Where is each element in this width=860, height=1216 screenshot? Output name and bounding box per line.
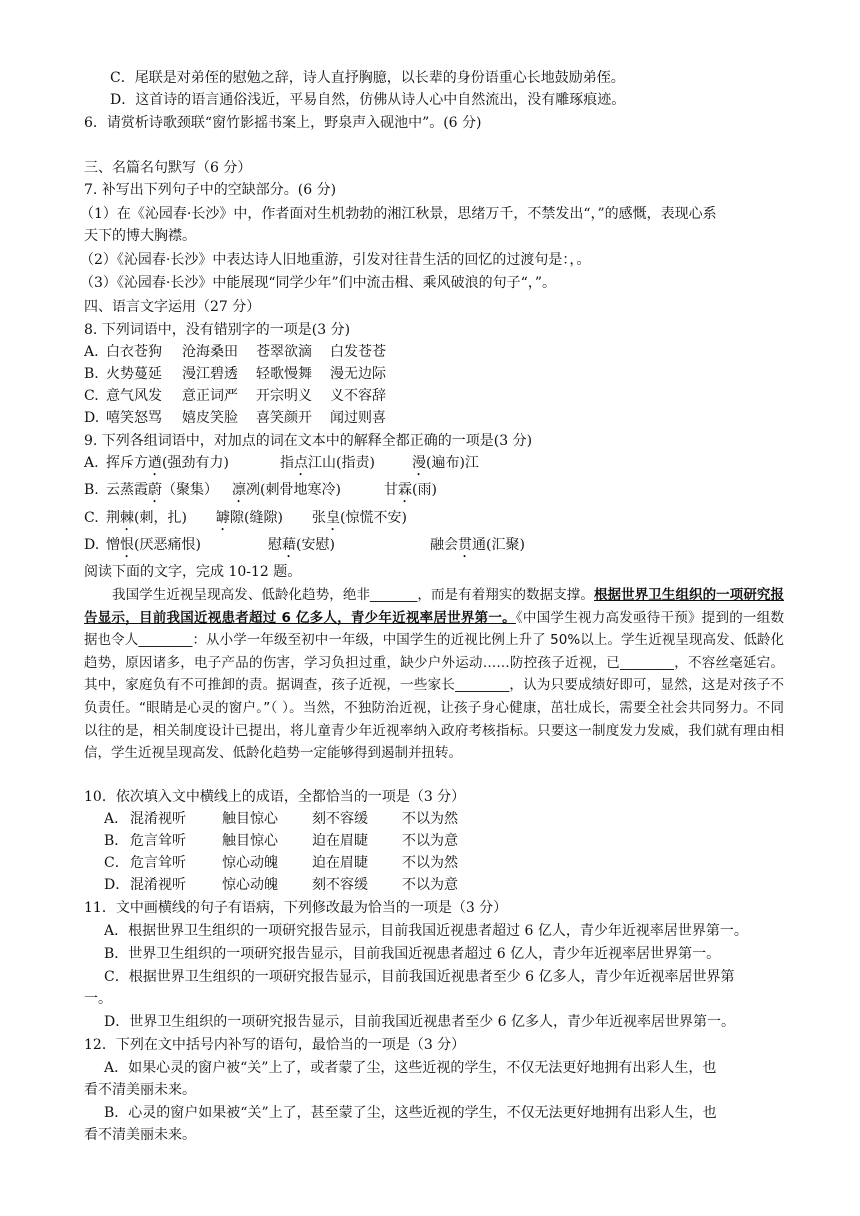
q10-option-a: A． 混淆视听 触目惊心 刻不容缓 不以为然	[104, 811, 458, 827]
q10-option-b: B． 危言耸听 触目惊心 迫在眉睫 不以为意	[104, 833, 458, 849]
q5-option-d: D．这首诗的语言通俗浅近，平易自然，仿佛从诗人心中自然流出，没有雕琢痕迹。	[110, 92, 626, 108]
q8-stem: 8. 下列词语中，没有错别字的一项是(3 分)	[84, 322, 351, 338]
q9-stem: 9. 下列各组词语中，对加点的词在文本中的解释全都正确的一项是(3 分)	[84, 433, 533, 449]
q6-question: 6．请赏析诗歌颈联“窗竹影摇书案上，野泉声入砚池中”。(6 分)	[84, 115, 482, 131]
q12-option-b: B．心灵的窗户如果被“关”上了，甚至蒙了尘，这些近视的学生，不仅无法更好地拥有出彩人生，也	[104, 1105, 717, 1121]
q8-option-d: D. 嘻笑怒骂 嬉皮笑脸 喜笑颜开 闻过则喜	[84, 410, 386, 426]
q5-option-c: C．尾联是对弟侄的慰勉之辞，诗人直抒胸臆，以长辈的身份语重心长地鼓励弟侄。	[110, 70, 625, 86]
q8-option-a: A. 白衣苍狗 沧海桑田 苍翠欲滴 白发苍苍	[84, 344, 386, 360]
q9-option-a: A. 挥斥方遒(强劲有力) 指点江山(指责) 漫(遍布)江	[84, 455, 479, 471]
q11-stem: 11．文中画横线的句子有语病，下列修改最为恰当的一项是（3 分）	[84, 900, 508, 916]
section4-title: 四、语言文字运用（27 分）	[84, 299, 261, 315]
q11-option-b: B．世界卫生组织的一项研究报告显示，目前我国近视患者超过 6 亿人，青少年近视率居世界第一。	[104, 946, 721, 962]
q11-option-c-cont: 一。	[84, 991, 112, 1007]
q12-stem: 12．下列在文中括号内补写的语句，最恰当的一项是（3 分）	[84, 1037, 466, 1053]
q12-option-b-cont: 看不清美丽未来。	[84, 1127, 196, 1143]
q9-option-b: B. 云蒸霞蔚（聚集） 凛冽(刺骨地寒冷) 甘霖(雨)	[84, 482, 437, 498]
q7-item1-cont: 天下的博大胸襟。	[84, 228, 196, 244]
q7-item1: （1）在《沁园春·长沙》中，作者面对生机勃勃的湘江秋景，思绪万千，不禁发出“，”的感慨，表现心系	[80, 206, 717, 222]
q7-item2: （2）《沁园春·长沙》中表达诗人旧地重游，引发对往昔生活的回忆的过渡句是：，。	[80, 252, 591, 268]
q12-option-a-cont: 看不清美丽未来。	[84, 1082, 196, 1098]
q9-option-d: D. 憎恨(厌恶痛恨) 慰藉(安慰) 融会贯通(汇聚)	[84, 537, 525, 553]
q11-option-a: A．根据世界卫生组织的一项研究报告显示，目前我国近视患者超过 6 亿人，青少年近视率居世界第一。	[104, 923, 748, 939]
reading-intro: 阅读下面的文字，完成 10-12 题。	[84, 564, 302, 580]
q8-option-b: B. 火势蔓延 漫江碧透 轻歌慢舞 漫无边际	[84, 366, 386, 382]
q11-option-d: D．世界卫生组织的一项研究报告显示，目前我国近视患者至少 6 亿多人，青少年近视率居世界第一。	[104, 1014, 736, 1030]
q10-stem: 10．依次填入文中横线上的成语，全都恰当的一项是（3 分）	[84, 789, 466, 805]
underlined-sentence: 根据世界卫生组织的一项研究报告显示，目前我国近视患者超过 6 亿多人，青少年近视率居世界第一。	[84, 587, 785, 626]
q10-option-c: C．危言耸听 惊心动魄 迫在眉睫 不以为然	[104, 855, 458, 871]
section3-title: 三、名篇名句默写（6 分）	[84, 160, 252, 176]
q7-stem: 7. 补写出下列句子中的空缺部分。(6 分)	[84, 182, 337, 198]
q10-option-d: D．混淆视听 惊心动魄 刻不容缓 不以为意	[104, 877, 458, 893]
q12-option-a: A．如果心灵的窗户被“关”上了，或者蒙了尘，这些近视的学生，不仅无法更好地拥有出彩人生，也	[104, 1060, 717, 1076]
q8-option-c: C. 意气风发 意正词严 开宗明义 义不容辞	[84, 388, 386, 404]
q9-option-c: C. 荆棘(刺，扎) 罅隙(缝隙) 张皇(惊慌不安)	[84, 510, 407, 526]
q11-option-c: C．根据世界卫生组织的一项研究报告显示，目前我国近视患者至少 6 亿多人，青少年近视率居世界第	[104, 969, 735, 985]
q7-item3: （3）《沁园春·长沙》中能展现“同学少年”们中流击楫、乘风破浪的句子“，”。	[80, 275, 556, 291]
reading-passage: 我国学生近视呈现高发、低龄化趋势，绝非_______，而是有着翔实的数据支撑。根据世界卫生组织的一项研究报告显示，目前我国近视患者超过 6 亿多人，青少年近视率居世界第一。《中国学生视力高发亟待干预》提到的一组数据也令人________：从小学一年级至初中一年级，中国学生的近视比例上升了 50%以上。学生近视呈现高发、低龄化趋势，原因诸多，电子产品的伤害，学习负担过重，缺少户外运动……防控孩子近视，已________，不容丝毫延宕。其中，家庭负有不可推卸的责。据调查，孩子近视，一些家长________，认为只要成绩好即可，显然，这是对孩子不负责任。“眼睛是心灵的窗户。”（ ）。当然，不独防治近视，让孩子身心健康，茁壮成长，需要全社会共同努力。不同以往的是，相关制度设计已提出，将儿童青少年近视率纳入政府考核指标。只要这一制度发力发威，我们就有理由相信，学生近视呈现高发、低龄化趋势一定能够得到遏制并扭转。	[84, 587, 785, 762]
